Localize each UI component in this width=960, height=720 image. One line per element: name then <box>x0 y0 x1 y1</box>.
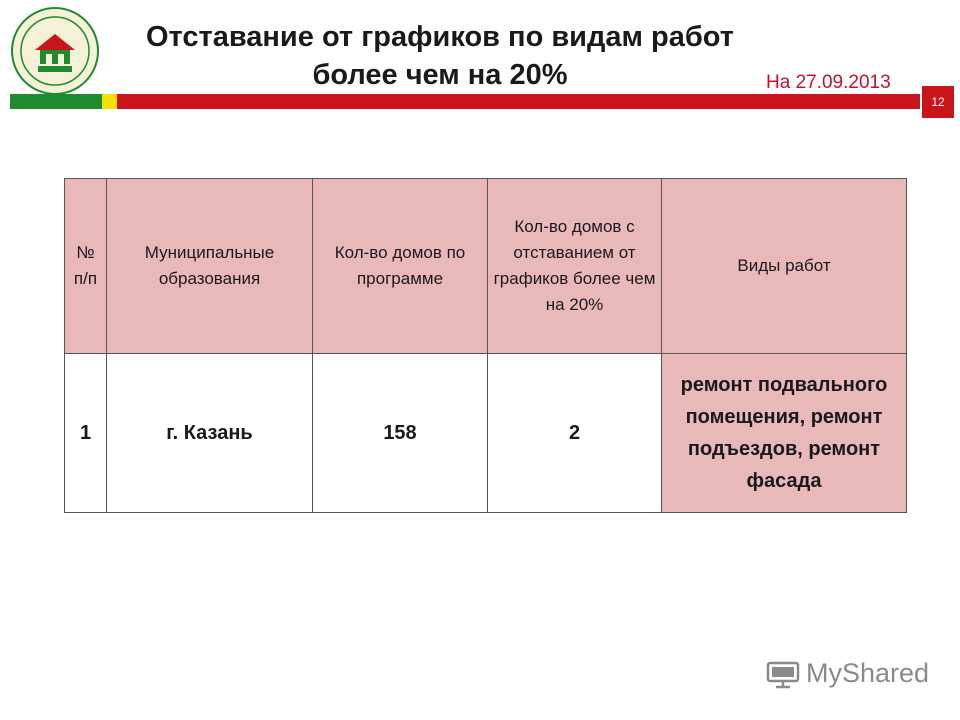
stripe-red <box>117 94 948 109</box>
organization-logo <box>10 6 100 96</box>
report-date: На 27.09.2013 <box>766 72 891 93</box>
cell-number: 1 <box>65 354 107 513</box>
stripe-yellow <box>102 94 117 109</box>
lag-table <box>64 178 907 513</box>
header-houses-total: Кол-во домов по программе <box>313 179 488 354</box>
table-header-row <box>65 179 907 354</box>
cell-houses-total: 158 <box>313 354 488 513</box>
watermark <box>766 658 929 689</box>
header-number: № п/п <box>65 179 107 354</box>
page-number-badge: 12 <box>920 84 956 120</box>
header-houses-lagging: Кол-во домов с отставанием от графиков более чем на 20% <box>488 179 662 354</box>
title-line-2: более чем на 20% <box>312 59 568 91</box>
cell-houses-lagging: 2 <box>488 354 662 513</box>
watermark-text: MyShared <box>806 658 930 688</box>
header-municipality: Муниципальные образования <box>107 179 313 354</box>
table-row <box>65 354 907 513</box>
page-title <box>100 18 780 94</box>
cell-municipality: г. Казань <box>107 354 313 513</box>
header-work-types: Виды работ <box>662 179 907 354</box>
presentation-icon <box>766 659 800 689</box>
cell-work-types: ремонт подвального помещения, ремонт подъездов, ремонт фасада <box>662 354 907 513</box>
title-line-1: Отставание от графиков по видам работ <box>146 21 734 53</box>
header-stripe <box>10 94 948 109</box>
stripe-green <box>10 94 102 109</box>
